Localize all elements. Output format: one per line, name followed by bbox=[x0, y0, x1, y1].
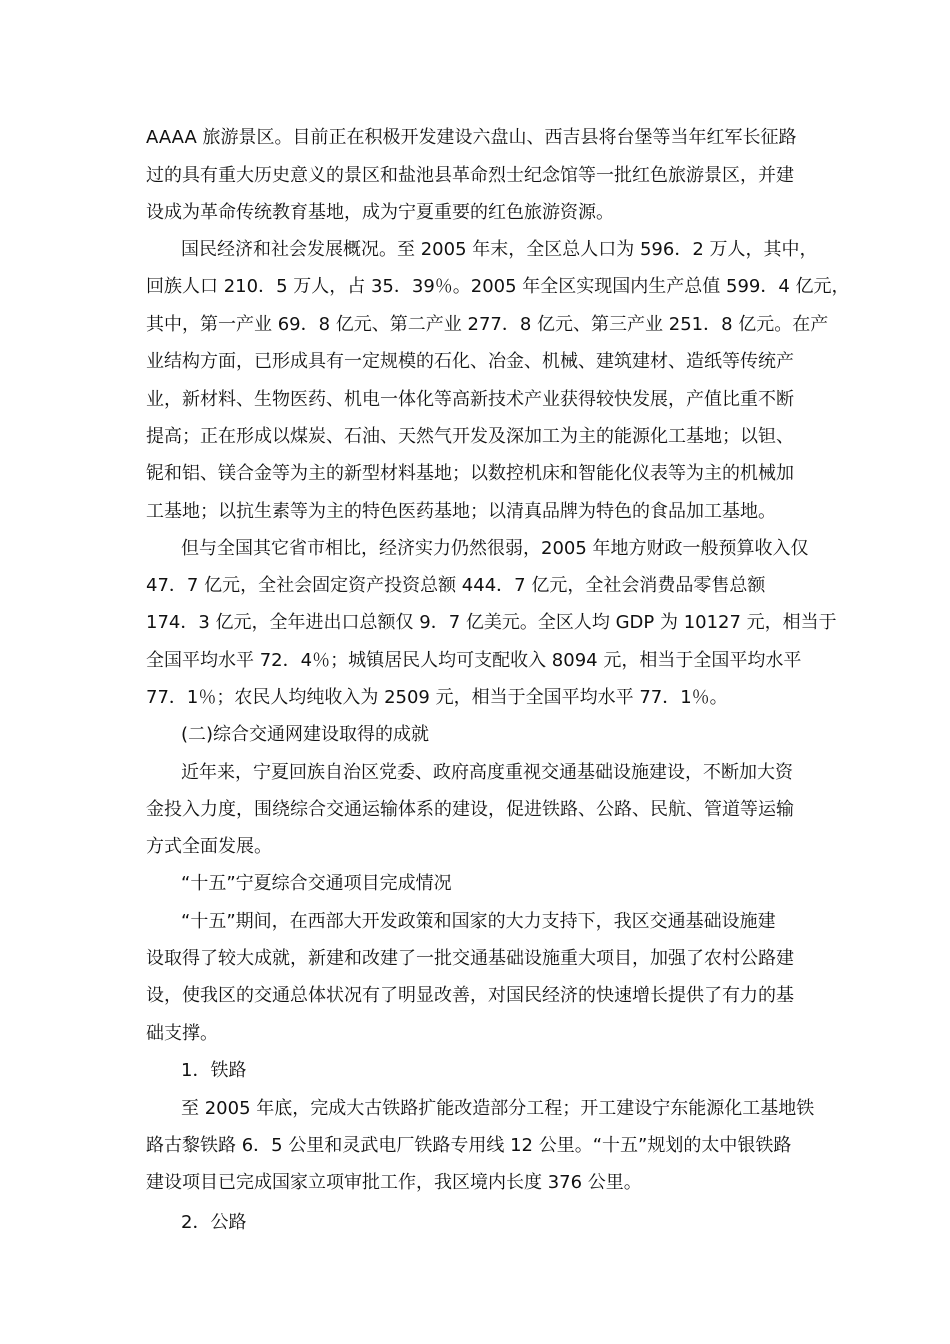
paragraph-start-line: “十五”期间，在西部大开发政策和国家的大力支持下，我区交通基础设施建 bbox=[181, 911, 776, 932]
paragraph-start-line: 至 2005 年底，完成大古铁路扩能改造部分工程；开工建设宁东能源化工基地铁 bbox=[181, 1098, 815, 1119]
text-line: 全国平均水平 72．4％；城镇居民人均可支配收入 8094 元，相当于全国平均水平 bbox=[146, 650, 802, 671]
text-line: 础支撑。 bbox=[146, 1023, 218, 1044]
text-line: 设，使我区的交通总体状况有了明显改善，对国民经济的快速增长提供了有力的基 bbox=[146, 985, 794, 1006]
text-line: 过的具有重大历史意义的景区和盐池县革命烈士纪念馆等一批红色旅游景区，并建 bbox=[146, 165, 794, 186]
text-line: 业结构方面，已形成具有一定规模的石化、冶金、机械、建筑建材、造纸等传统产 bbox=[146, 351, 794, 372]
subsection-heading: “十五”宁夏综合交通项目完成情况 bbox=[181, 873, 452, 894]
text-line: 回族人口 210．5 万人，占 35．39％。2005 年全区实现国内生产总值 599．4 亿元， bbox=[146, 276, 850, 297]
section-heading: (二)综合交通网建设取得的成就 bbox=[181, 724, 430, 745]
text-line: 建设项目已完成国家立项审批工作，我区境内长度 376 公里。 bbox=[146, 1172, 642, 1193]
item-heading-railway: 1．铁路 bbox=[181, 1060, 247, 1081]
text-line: 174．3 亿元，全年进出口总额仅 9．7 亿美元。全区人均 GDP 为 10127 元，相当于 bbox=[146, 612, 837, 633]
text-line: 工基地；以抗生素等为主的特色医药基地；以清真品牌为特色的食品加工基地。 bbox=[146, 501, 776, 522]
text-line: 47．7 亿元，全社会固定资产投资总额 444．7 亿元，全社会消费品零售总额 bbox=[146, 575, 766, 596]
text-line: 金投入力度，围绕综合交通运输体系的建设，促进铁路、公路、民航、管道等运输 bbox=[146, 799, 794, 820]
text-line: 方式全面发展。 bbox=[146, 836, 272, 857]
text-line: 业，新材料、生物医药、机电一体化等高新技术产业获得较快发展，产值比重不断 bbox=[146, 389, 794, 410]
text-line: 设取得了较大成就，新建和改建了一批交通基础设施重大项目，加强了农村公路建 bbox=[146, 948, 794, 969]
text-line: 设成为革命传统教育基地，成为宁夏重要的红色旅游资源。 bbox=[146, 202, 614, 223]
text-line: 铌和铝、镁合金等为主的新型材料基地；以数控机床和智能化仪表等为主的机械加 bbox=[146, 463, 794, 484]
text-line: 77．1％；农民人均纯收入为 2509 元，相当于全国平均水平 77．1％。 bbox=[146, 687, 728, 708]
paragraph-start-line: 近年来，宁夏回族自治区党委、政府高度重视交通基础设施建设，不断加大资 bbox=[181, 762, 793, 783]
paragraph-start-line: 但与全国其它省市相比，经济实力仍然很弱，2005 年地方财政一般预算收入仅 bbox=[181, 538, 809, 559]
paragraph-start-line: 国民经济和社会发展概况。至 2005 年末，全区总人口为 596．2 万人，其中， bbox=[181, 239, 818, 260]
text-line: 路古黎铁路 6．5 公里和灵武电厂铁路专用线 12 公里。“十五”规划的太中银铁路 bbox=[146, 1135, 792, 1156]
item-heading-highway: 2．公路 bbox=[181, 1212, 247, 1233]
text-line: AAAA 旅游景区。目前正在积极开发建设六盘山、西吉县将台堡等当年红军长征路 bbox=[146, 127, 797, 148]
text-line: 提高；正在形成以煤炭、石油、天然气开发及深加工为主的能源化工基地；以钽、 bbox=[146, 426, 794, 447]
text-line: 其中，第一产业 69．8 亿元、第二产业 277．8 亿元、第三产业 251．8 亿元。在产 bbox=[146, 314, 829, 335]
